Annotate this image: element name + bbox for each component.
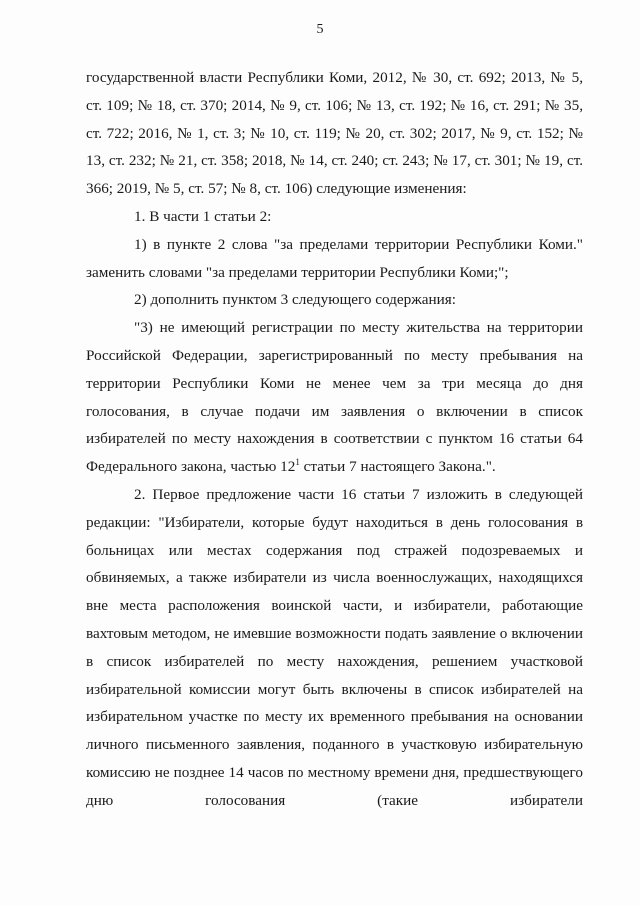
paragraph-item-1: 1. В части 1 статьи 2: [134, 207, 272, 225]
quoted-point-text-end: статьи 7 настоящего Закона.". [299, 458, 496, 476]
paragraph-continuation: государственной власти Республики Коми, 2012, № 30, ст. 692; 2013, № 5, ст. 109; № 18, ст. 370; 2014, № 9, ст. 106; № 13, ст. 192; № 16, ст. 291; № 35, ст. 722; 2016, № 1, ст. 3; № 10, ст. 119; № 20, ст. 302; 2017, № 9, ст. 152; № 13, ст. 232; № 21, ст. 358; 2018, № 14, ст. 240; ст. 243; № 17, ст. 301; № 19, ст. 366; 2019, № 5, ст. 57; № 8, ст. 106) следующие изменения: [86, 69, 583, 198]
document-body [86, 64, 583, 815]
paragraph-subitem-1: 1) в пункте 2 слова "за пределами территории Республики Коми." заменить словами "за пределами территории Республики Коми;"; [86, 235, 583, 281]
quoted-point-text: "3) не имеющий регистрации по месту жительства на территории Российской Федерации, зарегистрированный по месту пребывания на территории Республики Коми не менее чем за три месяца до дня голосования, в случае подачи им заявления о включении в список избирателей по месту нахождения в соответствии с пунктом 16 статьи 64 Федерального закона, частью 12 [86, 319, 583, 476]
page-number: 5 [316, 22, 324, 37]
paragraph-item-2: 2. Первое предложение части 16 статьи 7 изложить в следующей редакции: "Избиратели, которые будут находиться в день голосования в больницах или местах содержания под стражей подозреваемых и обвиняемых, а также избиратели из числа военнослужащих, находящихся вне места расположения воинской части, и избиратели, работающие вахтовым методом, не имевшие возможности подать заявление о включении в список избирателей по месту нахождения, решением участковой избирательной комиссии могут быть включены в список избирателей на избирательном участке по месту их временного пребывания на основании личного письменного заявления, поданного в участковую избирательную комиссию не позднее 14 часов по местному времени дня, предшествующего дню голосования (такие избиратели [86, 485, 583, 809]
paragraph-subitem-2: 2) дополнить пунктом 3 следующего содержания: [134, 291, 456, 309]
paragraph-quoted-point-3 [86, 314, 583, 481]
superscript: 1 [295, 457, 300, 468]
